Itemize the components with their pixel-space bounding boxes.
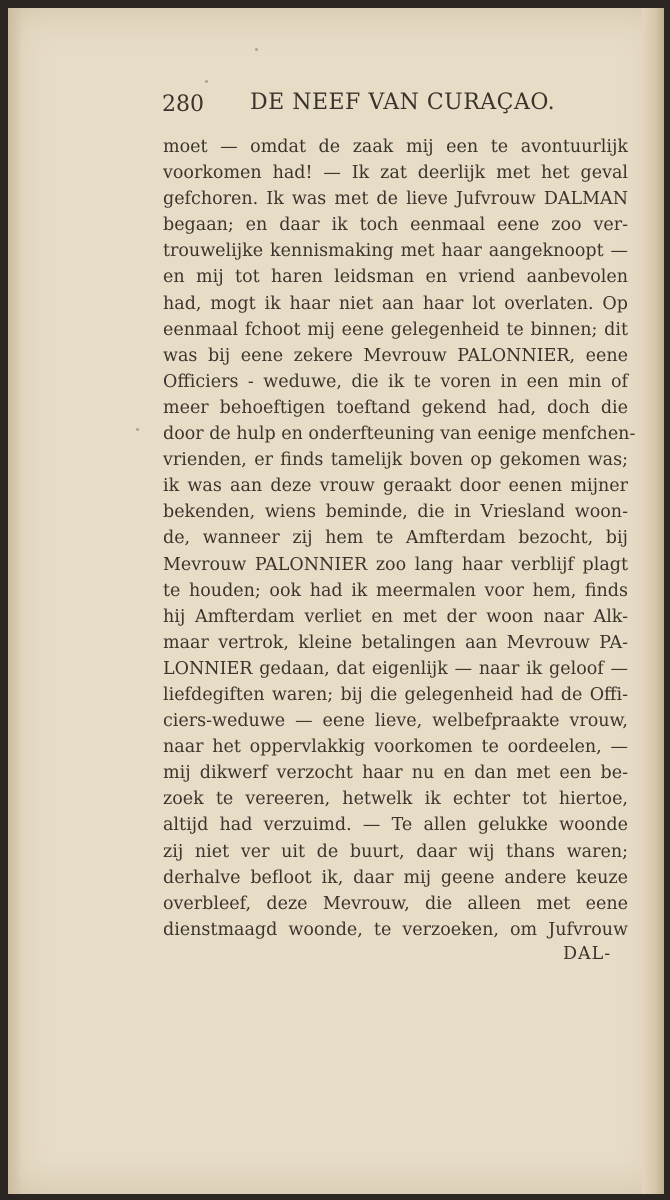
text-line: Officiers - weduwe, die ik te voren in een min of	[163, 371, 628, 392]
paper-speck	[205, 80, 208, 83]
running-head	[158, 86, 628, 126]
text-line: altijd had verzuimd. — Te allen gelukke woonde	[163, 815, 628, 836]
text-line: derhalve befloot ik, daar mij geene andere keuze	[163, 867, 628, 888]
text-line: de, wanneer zij hem te Amfterdam bezocht, bij	[163, 528, 628, 549]
page-edge	[642, 8, 664, 1194]
text-line: gefchoren. Ik was met de lieve Jufvrouw DALMAN	[163, 189, 628, 210]
page-number: 280	[162, 92, 204, 117]
text-line: liefdegiften waren; bij die gelegenheid had de Offi-	[163, 684, 628, 705]
text-line: was bij eene zekere Mevrouw PALONNIER, eene	[163, 345, 628, 366]
text-line: trouwelijke kennismaking met haar aangeknoopt —	[163, 241, 628, 262]
text-line: voorkomen had! — Ik zat deerlijk met het geval	[163, 163, 628, 184]
text-line: LONNIER gedaan, dat eigenlijk — naar ik geloof —	[163, 658, 628, 679]
text-line: zoek te vereeren, hetwelk ik echter tot hiertoe,	[163, 789, 628, 810]
text-line: naar het oppervlakkig voorkomen te oordeelen, —	[163, 737, 628, 758]
book-page	[8, 8, 664, 1194]
text-line: ik was aan deze vrouw geraakt door eenen mijner	[163, 476, 628, 497]
body-text	[163, 134, 636, 943]
text-line: eenmaal fchoot mij eene gelegenheid te binnen; dit	[163, 319, 628, 340]
text-line: mij dikwerf verzocht haar nu en dan met een be-	[163, 763, 628, 784]
text-line: te houden; ook had ik meermalen voor hem, finds	[163, 580, 628, 601]
text-line: hij Amfterdam verliet en met der woon naar Alk-	[163, 606, 628, 627]
paper-speck	[136, 428, 139, 431]
text-line: Mevrouw PALONNIER zoo lang haar verblijf plagt	[163, 554, 628, 575]
text-line: vrienden, er finds tamelijk boven op gekomen was;	[163, 450, 628, 471]
text-line: overbleef, deze Mevrouw, die alleen met eene	[163, 893, 628, 914]
text-line: zij niet ver uit de buurt, daar wij thans waren;	[163, 841, 628, 862]
text-line: begaan; en daar ik toch eenmaal eene zoo ver-	[163, 215, 628, 236]
text-line: en mij tot haren leidsman en vriend aanbevolen	[163, 267, 628, 288]
text-line: ciers-weduwe — eene lieve, welbefpraakte vrouw,	[163, 711, 628, 732]
text-line: bekenden, wiens beminde, die in Vriesland woon-	[163, 502, 628, 523]
text-line: door de hulp en onderfteuning van eenige menfchen-	[163, 424, 636, 445]
text-line: meer behoeftigen toeftand gekend had, doch die	[163, 397, 628, 418]
paper-speck	[255, 48, 258, 51]
text-line: moet — omdat de zaak mij een te avontuurlijk	[163, 137, 628, 157]
gutter-shadow	[8, 8, 22, 1194]
text-line: maar vertrok, kleine betalingen aan Mevrouw PA-	[163, 632, 628, 653]
text-line: dienstmaagd woonde, te verzoeken, om Jufvrouw	[163, 919, 628, 940]
text-line: had, mogt ik haar niet aan haar lot overlaten. Op	[163, 293, 628, 314]
running-title: DE NEEF VAN CURAÇAO.	[250, 90, 556, 115]
catchword: DAL-	[563, 944, 612, 964]
